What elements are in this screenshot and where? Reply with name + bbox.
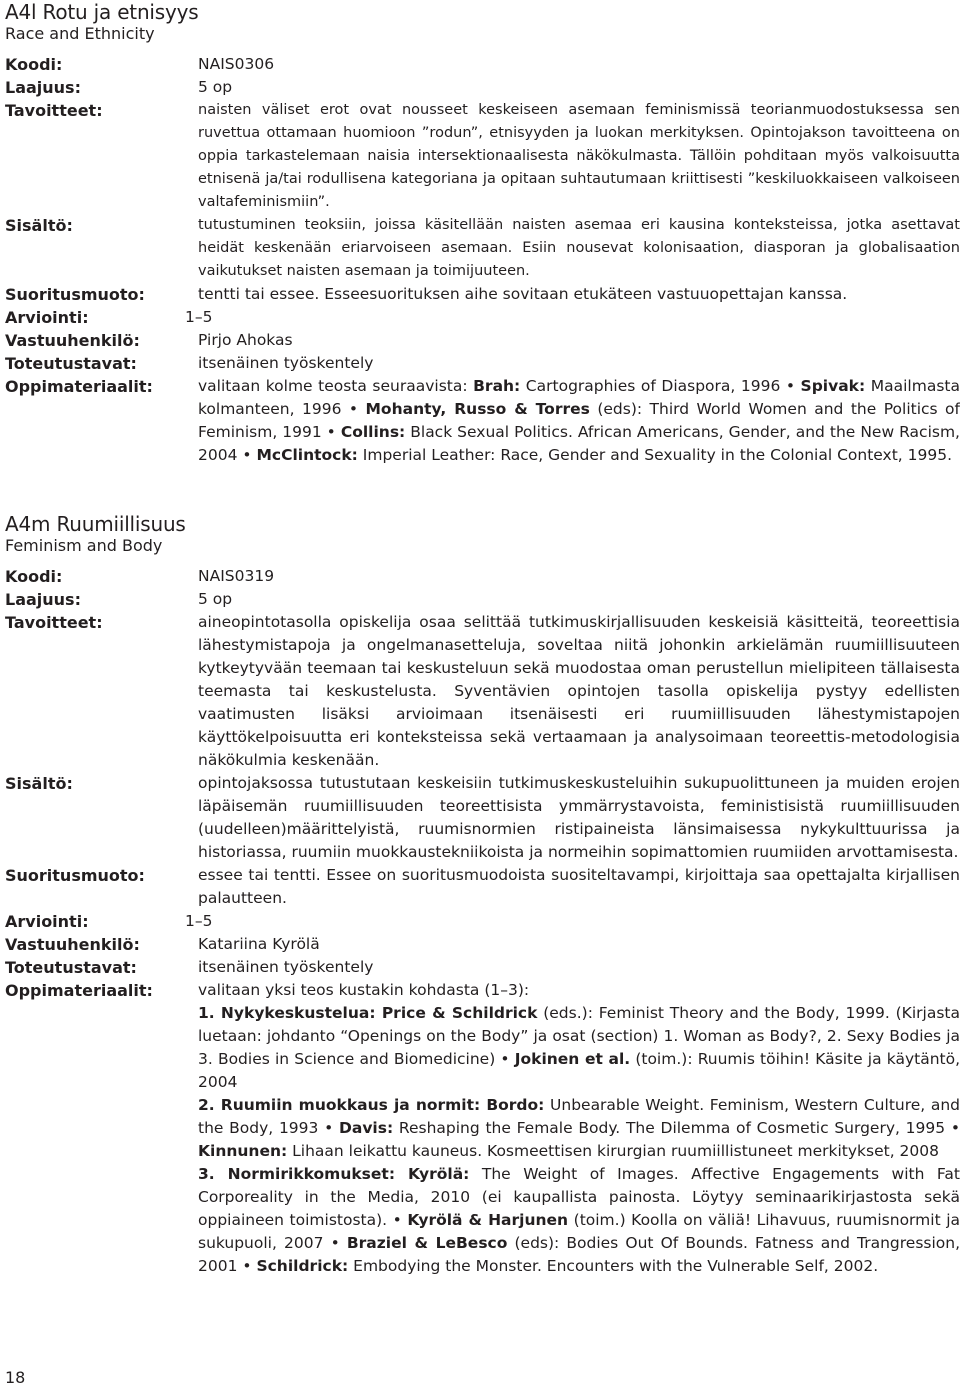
- reference-text: (toim.): Ruumis töihin! Käsite ja käytäntö, 2004: [198, 1050, 960, 1091]
- field-label: Arviointi:: [5, 912, 89, 931]
- field-toteutustavat: [5, 956, 960, 979]
- reference-author: Kyrölä & Harjunen: [407, 1211, 569, 1229]
- field-label: Toteutustavat:: [5, 958, 137, 977]
- reference-author: Schildrick:: [256, 1257, 349, 1275]
- field-value: aineopintotasolla opiskelija osaa selittää tutkimuskirjallisuuden keskeisiä käsitteitä, teoreettisia lähestymistapoja ja ongelmanasetteluja, soveltaa niitä johonkin arkielämän ruumiillisuuteen kytkeytyvään teemaan tai keskusteluun sekä muodostaa oman perustellun mielipiteen tällaisesta teemasta tai keskustelusta. Syventävien opintojen tasolla opiskelija pystyy edellisten vaatimusten lisäksi arvioimaan itsenäisesti eri ruumiillisuuden lähestymistapojen käyttökelpoisuutta eri konteksteissa sekä vertaamaan ja analysoimaan teoreettis-metodologisia näkökulmia keskenään.: [198, 613, 960, 769]
- field-value: NAIS0319: [198, 567, 275, 585]
- field-label: Tavoitteet:: [5, 613, 103, 632]
- field-suoritusmuoto: [5, 283, 960, 306]
- reference-text: (eds.): Feminist Theory and the Body, 1999. (Kirjasta luetaan: johdanto “Openings on the Body” ja osat (section) 1. Woman as Body?, 2. Sexy Bodies ja 3. Bodies in Science and Biomedicine) •: [198, 1004, 960, 1068]
- field-sisalto: [5, 214, 960, 283]
- field-value: [198, 375, 960, 467]
- reference-author: McClintock:: [256, 446, 358, 464]
- field-value: itsenäinen työskentely: [198, 354, 374, 372]
- field-value: 5 op: [198, 590, 233, 608]
- field-tavoitteet: [5, 611, 960, 772]
- field-value: 5 op: [198, 78, 233, 96]
- field-label: Suoritusmuoto:: [5, 866, 145, 885]
- field-value: naisten väliset erot ovat nousseet keskeiseen asemaan feminismissä teorianmuodostuksessa sen ruvettua ottamaan huomioon ”rodun”, etnisyyden ja luokan merkityksen. Opintojakson tavoitteena on oppia tarkastelemaan naisia intersektionaalisesta näkökulmasta. Tällöin pohditaan myös valkoisuutta etnisenä ja/tai rodullisena kategoriana ja opitaan suhtautumaan kriittisesti ”keskiluokkaiseen valkoiseen valtafeminismiin”.: [198, 102, 960, 210]
- reference-text: Imperial Leather: Race, Gender and Sexuality in the Colonial Context, 1995.: [357, 446, 953, 464]
- field-koodi: [5, 53, 960, 76]
- field-arviointi: [5, 306, 960, 329]
- reference-text: Maailmasta kolmanteen, 1996 •: [198, 377, 960, 418]
- reference-author: Kinnunen:: [198, 1142, 288, 1160]
- reference-text: The Weight of Images. Affective Engagements with Fat Corporeality in the Media, 2010 (ei kaupallista painosta. Löytyy seminaarikirjastosta sekä oppiaineen toimistosta). •: [198, 1165, 960, 1229]
- reference-author: Price & Schildrick: [381, 1004, 538, 1022]
- reference-group-heading: 3. Normirikkomukset:: [198, 1165, 408, 1183]
- field-label: Laajuus:: [5, 590, 81, 609]
- reference-author: Davis:: [339, 1119, 394, 1137]
- course-fields: [5, 53, 960, 467]
- field-value: essee tai tentti. Essee on suoritusmuodoista suositeltavampi, kirjoittaja saa opettajalta kirjallisen palautteen.: [198, 866, 960, 907]
- materials-intro: valitaan yksi teos kustakin kohdasta (1–3):: [198, 981, 530, 999]
- field-value: [198, 979, 960, 1278]
- course-title: A4l Rotu ja etnisyys: [5, 0, 199, 24]
- field-label: Suoritusmuoto:: [5, 285, 145, 304]
- materials-intro: valitaan kolme teosta seuraavista:: [198, 377, 474, 395]
- field-label: Tavoitteet:: [5, 101, 103, 120]
- field-label: Vastuuhenkilö:: [5, 935, 140, 954]
- course-title: A4m Ruumiillisuus: [5, 512, 186, 536]
- reference-text: (eds): Third World Women and the Politics of Feminism, 1991 •: [198, 400, 960, 441]
- field-label: Sisältö:: [5, 216, 73, 235]
- field-oppimateriaalit: [5, 375, 960, 467]
- field-label: Koodi:: [5, 55, 63, 74]
- reference-text: (eds): Bodies Out Of Bounds. Fatness and Trangression, 2001 •: [198, 1234, 960, 1275]
- field-laajuus: [5, 76, 960, 99]
- field-label: Sisältö:: [5, 774, 73, 793]
- field-sisalto: [5, 772, 960, 864]
- field-koodi: [5, 565, 960, 588]
- reference-author: Braziel & LeBesco: [346, 1234, 508, 1252]
- reference-text: Lihaan leikattu kauneus. Kosmeettisen kirurgian ruumiillistuneet merkitykset, 2008: [287, 1142, 940, 1160]
- field-tavoitteet: [5, 99, 960, 214]
- reference-group-2: [198, 1094, 960, 1163]
- reference-group-heading: 2. Ruumiin muokkaus ja normit:: [198, 1096, 487, 1114]
- field-suoritusmuoto: [5, 864, 960, 910]
- reference-group-heading: 1. Nykykeskustelua:: [198, 1004, 382, 1022]
- field-oppimateriaalit: [5, 979, 960, 1278]
- field-vastuuhenkilo: [5, 329, 960, 352]
- reference-author: Spivak:: [800, 377, 866, 395]
- field-value: tentti tai essee. Esseesuorituksen aihe sovitaan etukäteen vastuuopettajan kanssa.: [198, 285, 848, 303]
- field-label: Oppimateriaalit:: [5, 377, 153, 396]
- field-label: Koodi:: [5, 567, 63, 586]
- field-toteutustavat: [5, 352, 960, 375]
- reference-author: Collins:: [340, 423, 406, 441]
- reference-group-1: [198, 1002, 960, 1094]
- reference-text: Embodying the Monster. Encounters with the Vulnerable Self, 2002.: [348, 1257, 879, 1275]
- reference-text: Black Sexual Politics. African Americans, Gender, and the New Racism, 2004 •: [198, 423, 960, 464]
- field-label: Toteutustavat:: [5, 354, 137, 373]
- field-value: opintojaksossa tutustutaan keskeisiin tutkimuskeskusteluihin sukupuolittuneen ja muiden erojen läpäisemän ruumiillisuuden teoreettisista ymmärrystavoista, feministisistä ruumiillisuuden (uudelleen)määrittelyistä, ruumisnormien ristipaineista länsimaisessa nykykulttuurissa ja historiassa, ruumiin muokkaustekniikoista ja normeihin sopimattomien ruumiiden arvottamisesta.: [198, 774, 960, 861]
- field-label: Oppimateriaalit:: [5, 981, 153, 1000]
- reference-group-3: [198, 1163, 960, 1278]
- field-value: tutustuminen teoksiin, joissa käsitellään naisten asemaa eri kausina konteksteissa, jotka asettavat heidät keskenään eriarvoiseen asemaan. Esiin nousevat kolonisaation, diasporan ja globalisaation vaikutukset naisten asemaan ja toimijuuteen.: [198, 217, 960, 279]
- course-subtitle: Feminism and Body: [5, 536, 163, 555]
- reference-text: (toim.) Koolla on väliä! Lihavuus, ruumisnormit ja sukupuoli, 2007 •: [198, 1211, 960, 1252]
- reference-text: Reshaping the Female Body. The Dilemma of Cosmetic Surgery, 1995 •: [393, 1119, 960, 1137]
- field-value: NAIS0306: [198, 55, 275, 73]
- reference-text: Cartographies of Diaspora, 1996 •: [520, 377, 801, 395]
- field-label: Vastuuhenkilö:: [5, 331, 140, 350]
- field-label: Laajuus:: [5, 78, 81, 97]
- field-value: 1–5: [185, 912, 213, 930]
- course-subtitle: Race and Ethnicity: [5, 24, 155, 43]
- field-value: 1–5: [185, 308, 213, 326]
- field-value: itsenäinen työskentely: [198, 958, 374, 976]
- course-fields: [5, 565, 960, 1278]
- course-section-a4l: [5, 0, 960, 467]
- reference-text: Unbearable Weight. Feminism, Western Culture, and the Body, 1993 •: [198, 1096, 960, 1137]
- reference-author: Kyrölä:: [407, 1165, 470, 1183]
- field-laajuus: [5, 588, 960, 611]
- field-value: Katariina Kyrölä: [198, 935, 320, 953]
- field-value: Pirjo Ahokas: [198, 331, 293, 349]
- page-number: 18: [5, 1368, 26, 1387]
- course-section-a4m: [5, 512, 960, 1278]
- reference-author: Mohanty, Russo & Torres: [365, 400, 590, 418]
- field-vastuuhenkilo: [5, 933, 960, 956]
- reference-author: Jokinen et al.: [514, 1050, 631, 1068]
- field-arviointi: [5, 910, 960, 933]
- reference-author: Bordo:: [486, 1096, 545, 1114]
- reference-author: Brah:: [473, 377, 521, 395]
- field-label: Arviointi:: [5, 308, 89, 327]
